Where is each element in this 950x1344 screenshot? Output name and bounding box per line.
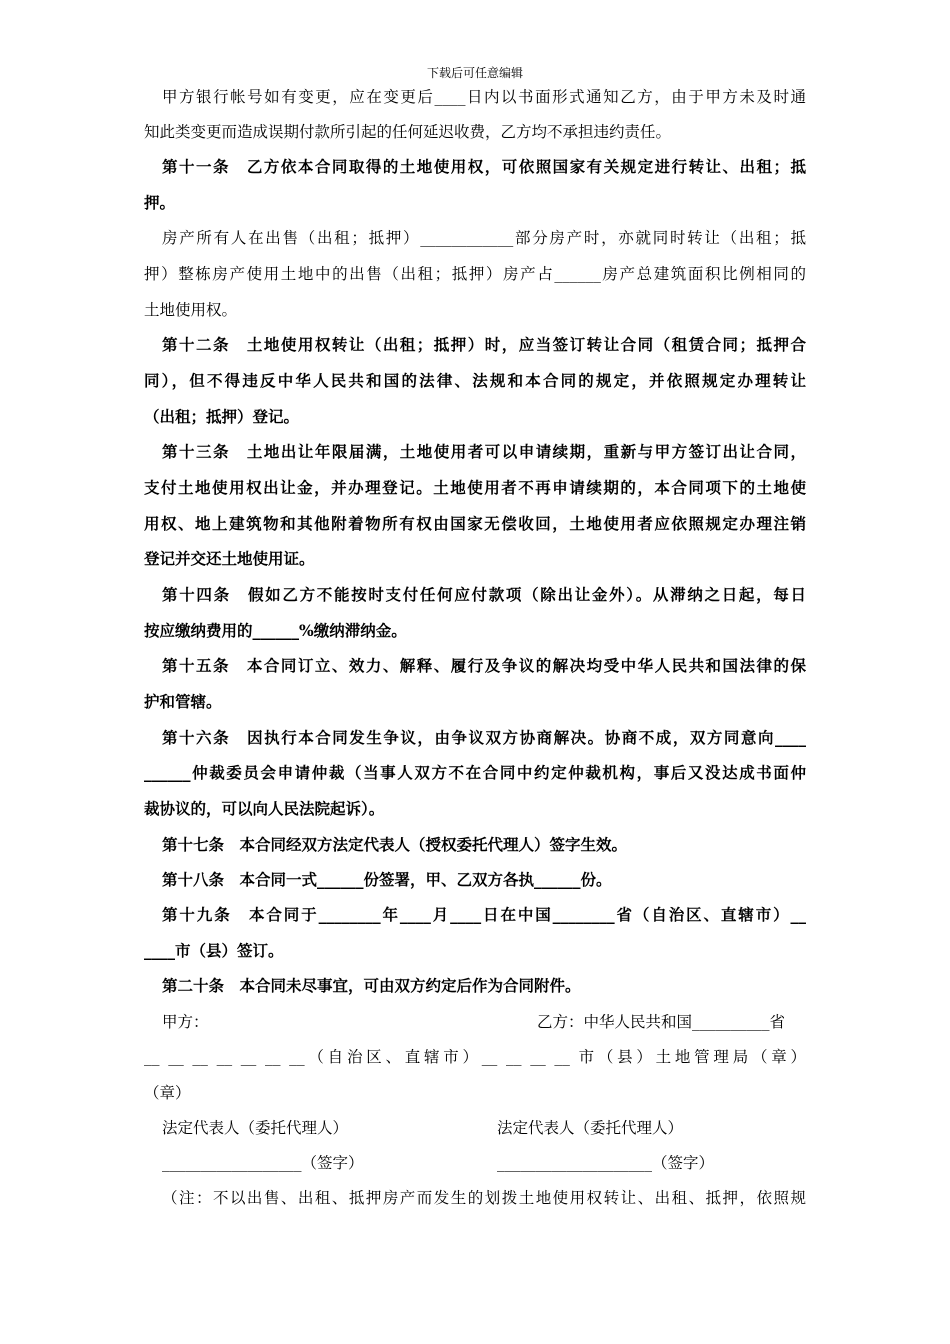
clause-13-line: 支付土地使用权出让金，并办理登记。土地使用者不再申请续期的，本合同项下的土地使 bbox=[144, 478, 806, 497]
clause-16-line: 第十六条 因执行本合同发生争议，由争议双方协商解决。协商不成，双方同意向____ bbox=[162, 728, 806, 747]
clause-19-line: 第十九条 本合同于________年____月____日在中国________省（自治区、直辖市）__ bbox=[162, 905, 806, 924]
party-b-representative: 法定代表人（委托代理人） bbox=[497, 1119, 684, 1137]
party-a-signature-line: __________________（签字） bbox=[162, 1154, 364, 1172]
clause-12-line: 第十二条 土地使用权转让（出租；抵押）时，应当签订转让合同（租赁合同；抵押合 bbox=[162, 335, 806, 354]
party-b-signature-line: ____________________（签字） bbox=[497, 1154, 715, 1172]
seal-label: （章） bbox=[144, 1084, 191, 1102]
clause-14-line: 第十四条 假如乙方不能按时支付任何应付款项（除出让金外）。从滞纳之日起，每日 bbox=[162, 585, 806, 604]
clause-13-line: 用权、地上建筑物和其他附着物所有权由国家无偿收回，土地使用者应依照规定办理注销 bbox=[144, 514, 806, 533]
page-header: 下载后可任意编辑 bbox=[426, 66, 523, 80]
clause-12-line: （出租；抵押）登记。 bbox=[144, 407, 300, 426]
clause-20-line: 第二十条 本合同未尽事宜，可由双方约定后作为合同附件。 bbox=[162, 976, 581, 995]
paragraph-line: 甲方银行帐号如有变更，应在变更后____日内以书面形式通知乙方，由于甲方未及时通 bbox=[162, 88, 806, 106]
clause-15-line: 第十五条 本合同订立、效力、解释、履行及争议的解决均受中华人民共和国法律的保 bbox=[162, 656, 806, 675]
clause-11-line: 第十一条 乙方依本合同取得的土地使用权，可依照国家有关规定进行转让、出租；抵 bbox=[162, 157, 806, 176]
clause-16-line: ______仲裁委员会申请仲裁（当事人双方不在合同中约定仲裁机构，事后又没达成书面仲 bbox=[144, 763, 806, 782]
paragraph-line: 知此类变更而造成误期付款所引起的任何延迟收费，乙方均不承担违约责任。 bbox=[144, 123, 672, 141]
clause-13-line: 第十三条 土地出让年限届满，土地使用者可以申请续期，重新与甲方签订出让合同， bbox=[162, 442, 806, 461]
region-line: __ __ __ __ __ __ __（自治区、直辖市）__ __ __ __ 市（县）土地管理局（章） bbox=[144, 1048, 806, 1066]
clause-11-line: 押。 bbox=[144, 193, 176, 212]
clause-12-line: 同），但不得违反中华人民共和国的法律、法规和本合同的规定，并依照规定办理转让 bbox=[144, 371, 806, 390]
note-line: （注：不以出售、出租、抵押房产而发生的划拨土地使用权转让、出租、抵押，依照规 bbox=[162, 1189, 806, 1207]
clause-18-line: 第十八条 本合同一式______份签署，甲、乙双方各执______份。 bbox=[162, 870, 612, 889]
clause-14-line: 按应缴纳费用的______%缴纳滞纳金。 bbox=[144, 621, 407, 640]
clause-17-line: 第十七条 本合同经双方法定代表人（授权委托代理人）签字生效。 bbox=[162, 835, 628, 854]
clause-13-line: 登记并交还土地使用证。 bbox=[144, 549, 315, 568]
paragraph-line: 房产所有人在出售（出租；抵押）____________部分房产时，亦就同时转让（出租；抵 bbox=[162, 229, 806, 247]
clause-16-line: 裁协议的，可以向人民法院起诉）。 bbox=[144, 799, 385, 818]
paragraph-line: 押）整栋房产使用土地中的出售（出租；抵押）房产占______房产总建筑面积比例相同的 bbox=[144, 265, 806, 283]
clause-19-line: ____市（县）签订。 bbox=[144, 941, 284, 960]
party-a-representative: 法定代表人（委托代理人） bbox=[162, 1119, 349, 1137]
party-b-label: 乙方：中华人民共和国__________省 bbox=[537, 1013, 786, 1031]
clause-15-line: 护和管辖。 bbox=[144, 692, 222, 711]
party-a-label: 甲方： bbox=[162, 1013, 209, 1031]
paragraph-line: 土地使用权。 bbox=[144, 301, 238, 319]
